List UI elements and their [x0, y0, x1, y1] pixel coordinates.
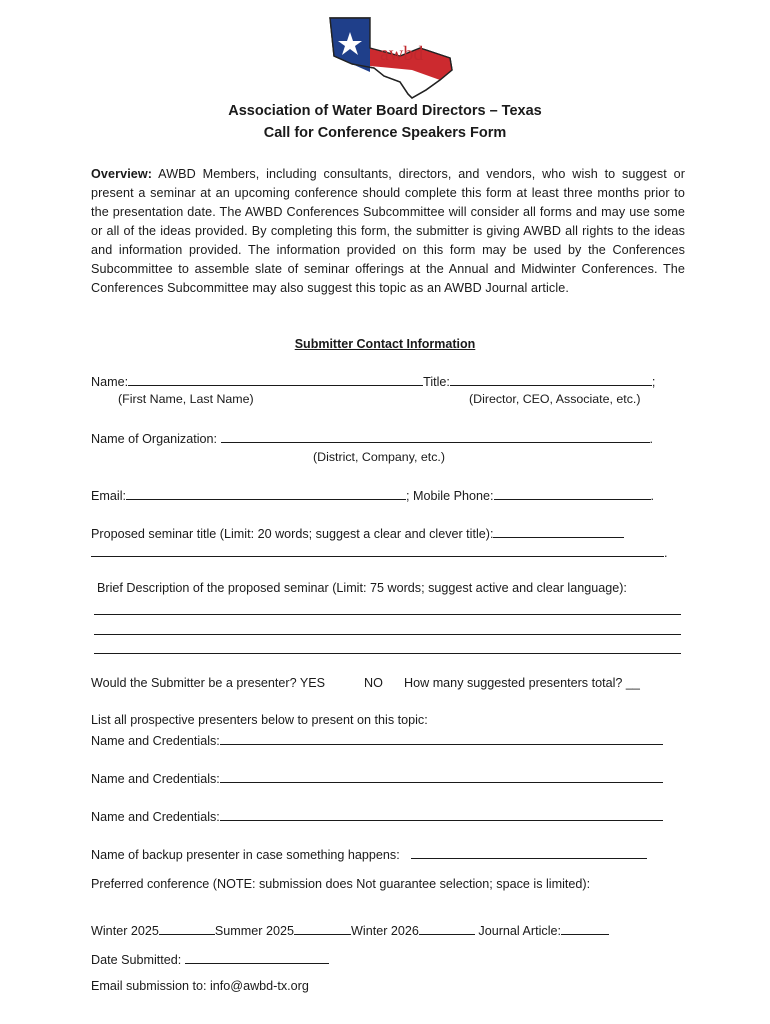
backup-presenter-label: Name of backup presenter in case something happens:	[91, 848, 404, 862]
credentials-row-3	[91, 808, 663, 824]
form-org-title: Association of Water Board Directors – Texas	[228, 103, 542, 119]
winter-2026-option: Winter 2026	[351, 924, 419, 938]
seminar-title-field[interactable]	[493, 525, 624, 538]
journal-article-field[interactable]	[561, 922, 609, 935]
date-submitted-row	[91, 951, 329, 967]
mobile-label: ; Mobile Phone:	[406, 489, 494, 503]
seminar-title-field-2[interactable]	[91, 544, 664, 557]
credentials-label-3: Name and Credentials:	[91, 810, 220, 824]
title-label: Title:	[423, 375, 450, 389]
credentials-label-1: Name and Credentials:	[91, 734, 220, 748]
journal-article-option: Journal Article:	[474, 924, 562, 938]
mobile-field[interactable]	[494, 487, 651, 500]
presenters-list-intro: List all prospective presenters below to present on this topic:	[91, 713, 428, 727]
credentials-label-2: Name and Credentials:	[91, 772, 220, 786]
credentials-row-1	[91, 732, 663, 748]
conference-options-row	[91, 922, 609, 938]
name-field[interactable]	[128, 373, 423, 386]
winter-2026-field[interactable]	[419, 922, 475, 935]
overview-label: Overview:	[91, 167, 153, 181]
description-line-3[interactable]	[94, 653, 681, 654]
logo-text: awbd	[380, 43, 424, 65]
date-submitted-label: Date Submitted:	[91, 953, 185, 967]
title-end: ;	[651, 375, 656, 389]
section-title: Submitter Contact Information	[294, 337, 476, 351]
winter-2025-field[interactable]	[159, 922, 215, 935]
overview-paragraph	[91, 165, 685, 298]
presenter-no-option[interactable]: NO	[364, 676, 383, 690]
winter-2025-option: Winter 2025	[91, 924, 159, 938]
date-submitted-field[interactable]	[185, 951, 329, 964]
email-label: Email:	[91, 489, 126, 503]
backup-presenter-field[interactable]	[411, 846, 647, 859]
presenters-total-question: How many suggested presenters total? __	[404, 676, 640, 690]
summer-2025-field[interactable]	[294, 922, 351, 935]
mobile-end: .	[650, 489, 655, 503]
description-label: Brief Description of the proposed seminar (Limit: 75 words; suggest active and clear language):	[97, 581, 627, 595]
seminar-title-row-2	[91, 544, 668, 560]
description-line-2[interactable]	[94, 634, 681, 635]
credentials-field-3[interactable]	[220, 808, 663, 821]
seminar-title-label: Proposed seminar title (Limit: 20 words; suggest a clear and clever title):	[91, 527, 494, 541]
form-title: Call for Conference Speakers Form	[263, 125, 507, 141]
awbd-logo	[312, 10, 462, 105]
name-hint: (First Name, Last Name)	[118, 392, 254, 406]
organization-label: Name of Organization:	[91, 432, 221, 446]
seminar-title-end: .	[664, 546, 668, 560]
texas-flag-logo-icon	[312, 10, 462, 105]
credentials-field-1[interactable]	[220, 732, 663, 745]
preferred-conference-label: Preferred conference (NOTE: submission does Not guarantee selection; space is limited):	[91, 877, 591, 891]
email-submission-text: Email submission to: info@awbd-tx.org	[91, 979, 309, 993]
summer-2025-option: Summer 2025	[214, 924, 295, 938]
seminar-title-row	[91, 525, 624, 541]
email-field[interactable]	[126, 487, 406, 500]
organization-end: .	[649, 432, 653, 446]
name-title-row	[91, 373, 655, 389]
credentials-field-2[interactable]	[220, 770, 663, 783]
presenter-question: Would the Submitter be a presenter? YES	[91, 676, 326, 690]
description-line-1[interactable]	[94, 614, 681, 615]
organization-field[interactable]	[221, 430, 650, 443]
organization-hint: (District, Company, etc.)	[313, 450, 445, 464]
credentials-row-2	[91, 770, 663, 786]
backup-presenter-row	[91, 846, 647, 862]
title-field[interactable]	[450, 373, 652, 386]
title-hint: (Director, CEO, Associate, etc.)	[469, 392, 641, 406]
name-label: Name:	[91, 375, 129, 389]
overview-text: AWBD Members, including consultants, directors, and vendors, who wish to suggest or present a seminar at an upcoming conference should complete this form at least three months prior to the presentation date. The AWBD Conferences Subcommittee will consider all forms and may use some or all of the ideas provided. By completing this form, the submitter is giving AWBD all rights to the ideas and information provided. The information provided on this form may be used by the Conferences Subcommittee to assemble slate of seminar offerings at the Annual and Midwinter Conferences. The Conferences Subcommittee may also suggest this topic as an AWBD Journal article.	[91, 167, 685, 295]
organization-row	[91, 430, 653, 446]
email-phone-row	[91, 487, 654, 503]
